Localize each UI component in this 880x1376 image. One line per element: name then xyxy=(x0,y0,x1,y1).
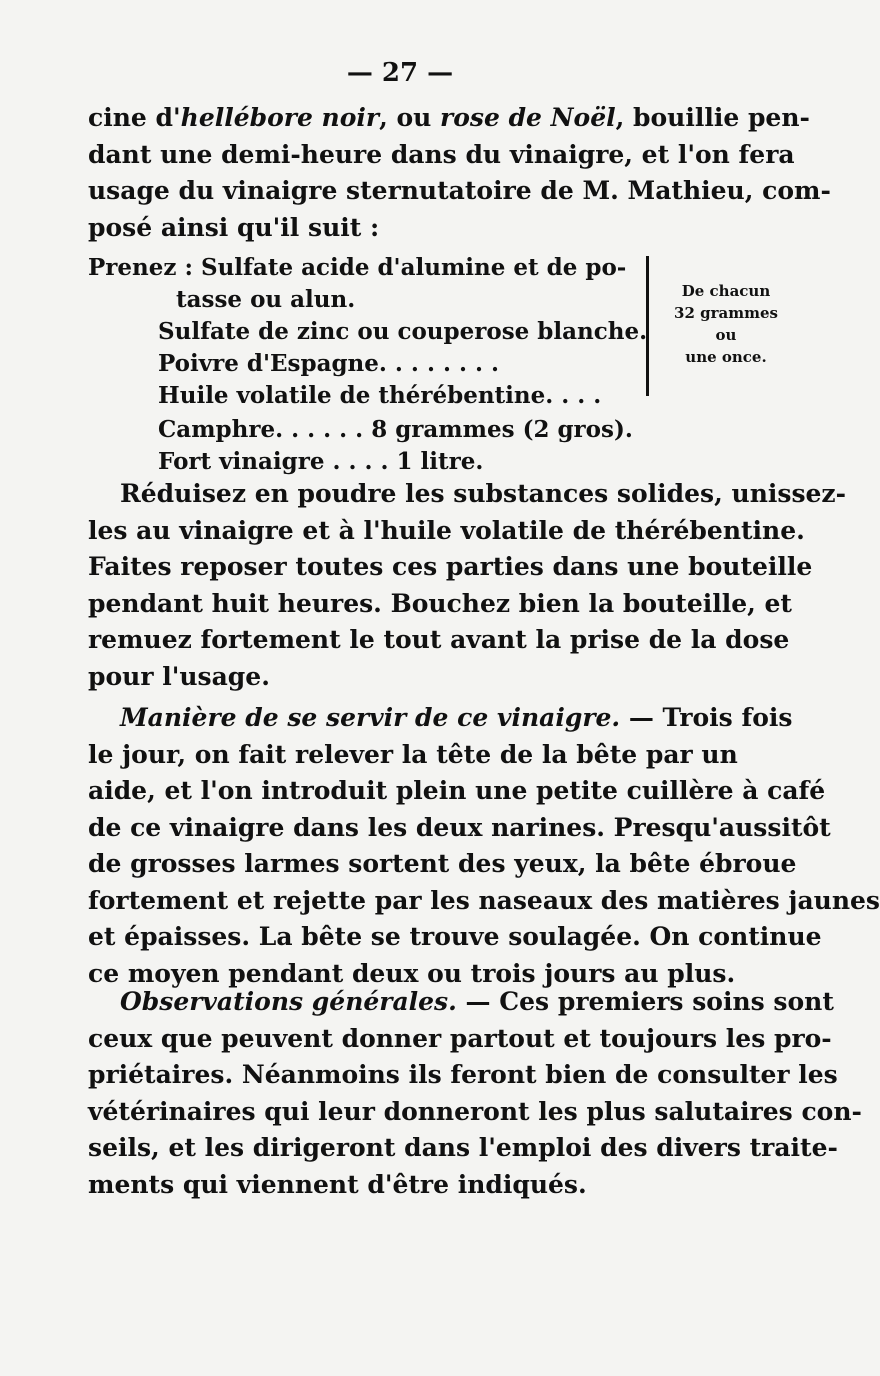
section-heading: Observations générales. xyxy=(120,987,457,1016)
text-run: cine d' xyxy=(88,103,181,132)
recipe-line: Camphre. . . . . . 8 grammes (2 gros). xyxy=(158,416,633,443)
brace-note-line: De chacun xyxy=(681,282,771,300)
text-line xyxy=(88,984,834,1021)
text-line: le jour, on fait relever la tête de la bête par un xyxy=(88,739,738,769)
reduce-paragraph xyxy=(88,476,847,695)
maniere-paragraph xyxy=(88,700,880,992)
section-heading: Manière de se servir de ce vinaigre. xyxy=(120,703,621,732)
recipe-brace xyxy=(636,256,649,396)
text-line: pour l'usage. xyxy=(88,661,270,691)
text-line: Réduisez en poudre les substances solides, unissez- xyxy=(120,479,847,508)
text-line: et épaisses. La bête se trouve soulagée. On continue xyxy=(88,922,822,951)
brace-note-line: 32 grammes xyxy=(674,304,778,322)
recipe-line: tasse ou alun. xyxy=(176,286,356,313)
recipe-line: Huile volatile de thérébentine. . . . xyxy=(158,382,602,409)
text-line: priétaires. Néanmoins ils feront bien de consulter les xyxy=(88,1060,838,1089)
brace-note-line: une once. xyxy=(685,348,767,366)
text-line: les au vinaigre et à l'huile volatile de thérébentine. xyxy=(88,515,805,545)
text-line xyxy=(88,700,793,737)
text-line: ceux que peuvent donner partout et toujours les pro- xyxy=(88,1023,832,1053)
text-line: posé ainsi qu'il suit : xyxy=(88,212,380,242)
text-line: seils, et les dirigeront dans l'emploi des divers traite- xyxy=(88,1133,838,1162)
intro-paragraph xyxy=(88,100,831,246)
text-line: usage du vinaigre sternutatoire de M. Mathieu, com- xyxy=(88,176,831,205)
text-run: , ou xyxy=(379,103,441,132)
text-line: de grosses larmes sortent des yeux, la bête ébroue xyxy=(88,849,797,878)
text-line: aide, et l'on introduit plein une petite cuillère à café xyxy=(88,776,826,805)
recipe-line: Prenez : Sulfate acide d'alumine et de po- xyxy=(88,254,627,281)
text-line: pendant huit heures. Bouchez bien la bouteille, et xyxy=(88,588,792,618)
text-line: ments qui viennent d'être indiqués. xyxy=(88,1169,587,1199)
text-line: ce moyen pendant deux ou trois jours au plus. xyxy=(88,958,736,988)
recipe-line: Fort vinaigre . . . . 1 litre. xyxy=(158,448,484,475)
text-line: vétérinaires qui leur donneront les plus salutaires con- xyxy=(88,1096,862,1126)
text-run: — Trois fois xyxy=(620,703,793,732)
page-number: — 27 — xyxy=(346,58,454,88)
text-line xyxy=(88,100,810,137)
text-run: , bouillie pen- xyxy=(615,103,810,132)
recipe-line: Poivre d'Espagne. . . . . . . . xyxy=(158,350,500,377)
text-line: remuez fortement le tout avant la prise de la dose xyxy=(88,625,790,654)
text-run: — Ces premiers soins sont xyxy=(456,987,834,1016)
text-line: fortement et rejette par les naseaux des matières jaunes xyxy=(88,885,880,915)
observations-paragraph xyxy=(88,984,862,1203)
italic-term: hellébore noir xyxy=(180,103,380,132)
recipe-line: Sulfate de zinc ou couperose blanche. xyxy=(158,318,648,345)
brace-note xyxy=(662,280,790,368)
text-line: Faites reposer toutes ces parties dans une bouteille xyxy=(88,552,813,581)
text-line: dant une demi-heure dans du vinaigre, et l'on fera xyxy=(88,139,795,169)
brace-note-line: ou xyxy=(715,326,737,344)
text-line: de ce vinaigre dans les deux narines. Presqu'aussitôt xyxy=(88,812,831,842)
italic-term: rose de Noël xyxy=(440,103,616,132)
